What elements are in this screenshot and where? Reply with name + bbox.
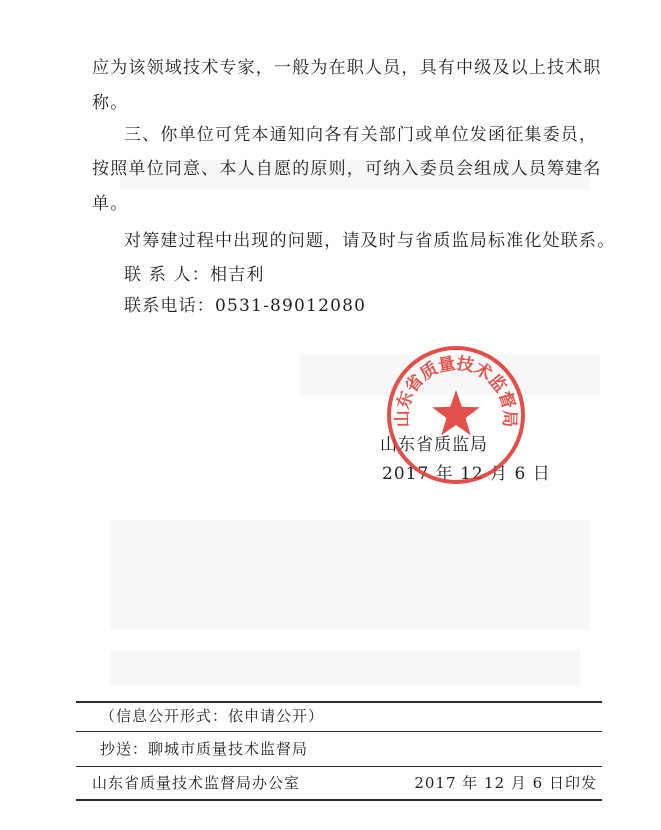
- footer-rule-bottom: [76, 799, 602, 801]
- cc-line: [100, 739, 308, 759]
- issue-date: 2017 年 12 月 6 日印发: [414, 774, 597, 792]
- body-line-5: 单。: [92, 194, 129, 214]
- footer-rule: [76, 766, 602, 767]
- cc-recipient: 聊城市质量技术监督局: [148, 740, 309, 758]
- issuing-office: 山东省质量技术监督局办公室: [92, 774, 301, 792]
- bleed-through-shadow: [110, 650, 580, 685]
- signing-organization: 山东省质监局: [380, 435, 488, 455]
- body-line-3: 三、你单位可凭本通知向各有关部门或单位发函征集委员，: [124, 125, 598, 145]
- contact-person: [124, 264, 265, 286]
- body-line-1: 应为该领域技术专家，一般为在职人员，具有中级及以上技术职: [92, 58, 602, 78]
- body-line-6: 对筹建过程中出现的问题，请及时与省质监局标准化处联系。: [124, 231, 616, 251]
- signing-date: 2017 年 12 月 6 日: [382, 464, 551, 484]
- official-seal-icon: [384, 343, 528, 487]
- seal-text: 山东省质量技术监督局: [392, 353, 520, 428]
- contact-phone: [124, 295, 366, 317]
- phone-label: 联系电话：: [124, 296, 215, 316]
- contact-name: 相吉利: [210, 265, 265, 285]
- body-line-2: 称。: [92, 93, 129, 113]
- contact-label: 联 系 人：: [124, 265, 211, 285]
- bleed-through-shadow: [110, 520, 590, 630]
- phone-value: 0531-89012080: [215, 296, 367, 316]
- footer-rule-top: [76, 701, 602, 703]
- disclosure-note: （信息公开形式：依申请公开）: [100, 707, 325, 725]
- footer-rule: [76, 731, 602, 732]
- cc-label: 抄送：: [100, 740, 149, 758]
- seal-star-icon: [432, 390, 480, 435]
- body-line-4: 按照单位同意、本人自愿的原则，可纳入委员会组成人员筹建名: [92, 159, 602, 179]
